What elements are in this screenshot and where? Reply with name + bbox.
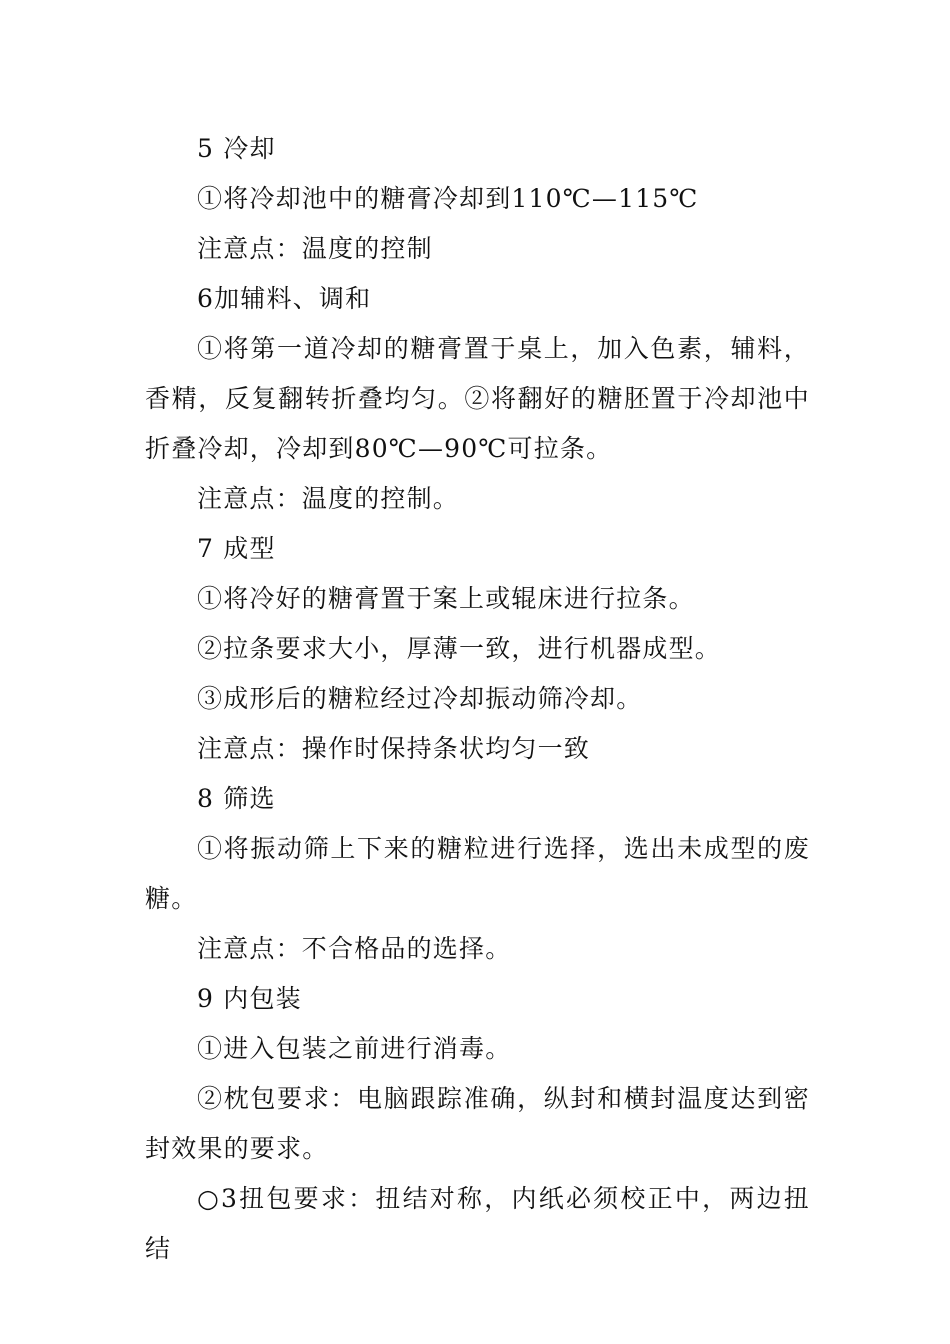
section-heading-cooling: 5 冷却 — [197, 134, 276, 163]
packaging-step-2: ②枕包要求：电脑跟踪准确，纵封和横封温度达到密封效果的要求。 — [145, 1084, 810, 1163]
section-heading-screening: 8 筛选 — [197, 784, 276, 813]
forming-note: 注意点：操作时保持条状均匀一致 — [197, 734, 591, 763]
cooling-note: 注意点：温度的控制 — [197, 234, 433, 263]
document-body — [145, 124, 810, 1274]
packaging-step-3: ○3扭包要求：扭结对称，内纸必须校正中，两边扭结 — [145, 1184, 810, 1263]
screening-step-1: ①将振动筛上下来的糖粒进行选择，选出未成型的废糖。 — [145, 834, 810, 913]
packaging-step-1: ①进入包装之前进行消毒。 — [197, 1034, 512, 1063]
forming-step-3: ③成形后的糖粒经过冷却振动筛冷却。 — [197, 684, 643, 713]
section-heading-forming: 7 成型 — [197, 534, 276, 563]
forming-step-1: ①将冷好的糖膏置于案上或辊床进行拉条。 — [197, 584, 695, 613]
forming-step-2: ②拉条要求大小，厚薄一致，进行机器成型。 — [197, 634, 722, 663]
mixing-steps: ①将第一道冷却的糖膏置于桌上，加入色素，辅料，香精，反复翻转折叠均匀。②将翻好的糖胚置于冷却池中折叠冷却，冷却到80℃—90℃可拉条。 — [145, 334, 810, 463]
screening-note: 注意点：不合格品的选择。 — [197, 934, 512, 963]
cooling-step-1: ①将冷却池中的糖膏冷却到110℃—115℃ — [197, 184, 699, 213]
mixing-note: 注意点：温度的控制。 — [197, 484, 460, 513]
section-heading-inner-packaging: 9 内包装 — [197, 984, 302, 1013]
section-heading-mixing: 6加辅料、调和 — [197, 284, 372, 313]
